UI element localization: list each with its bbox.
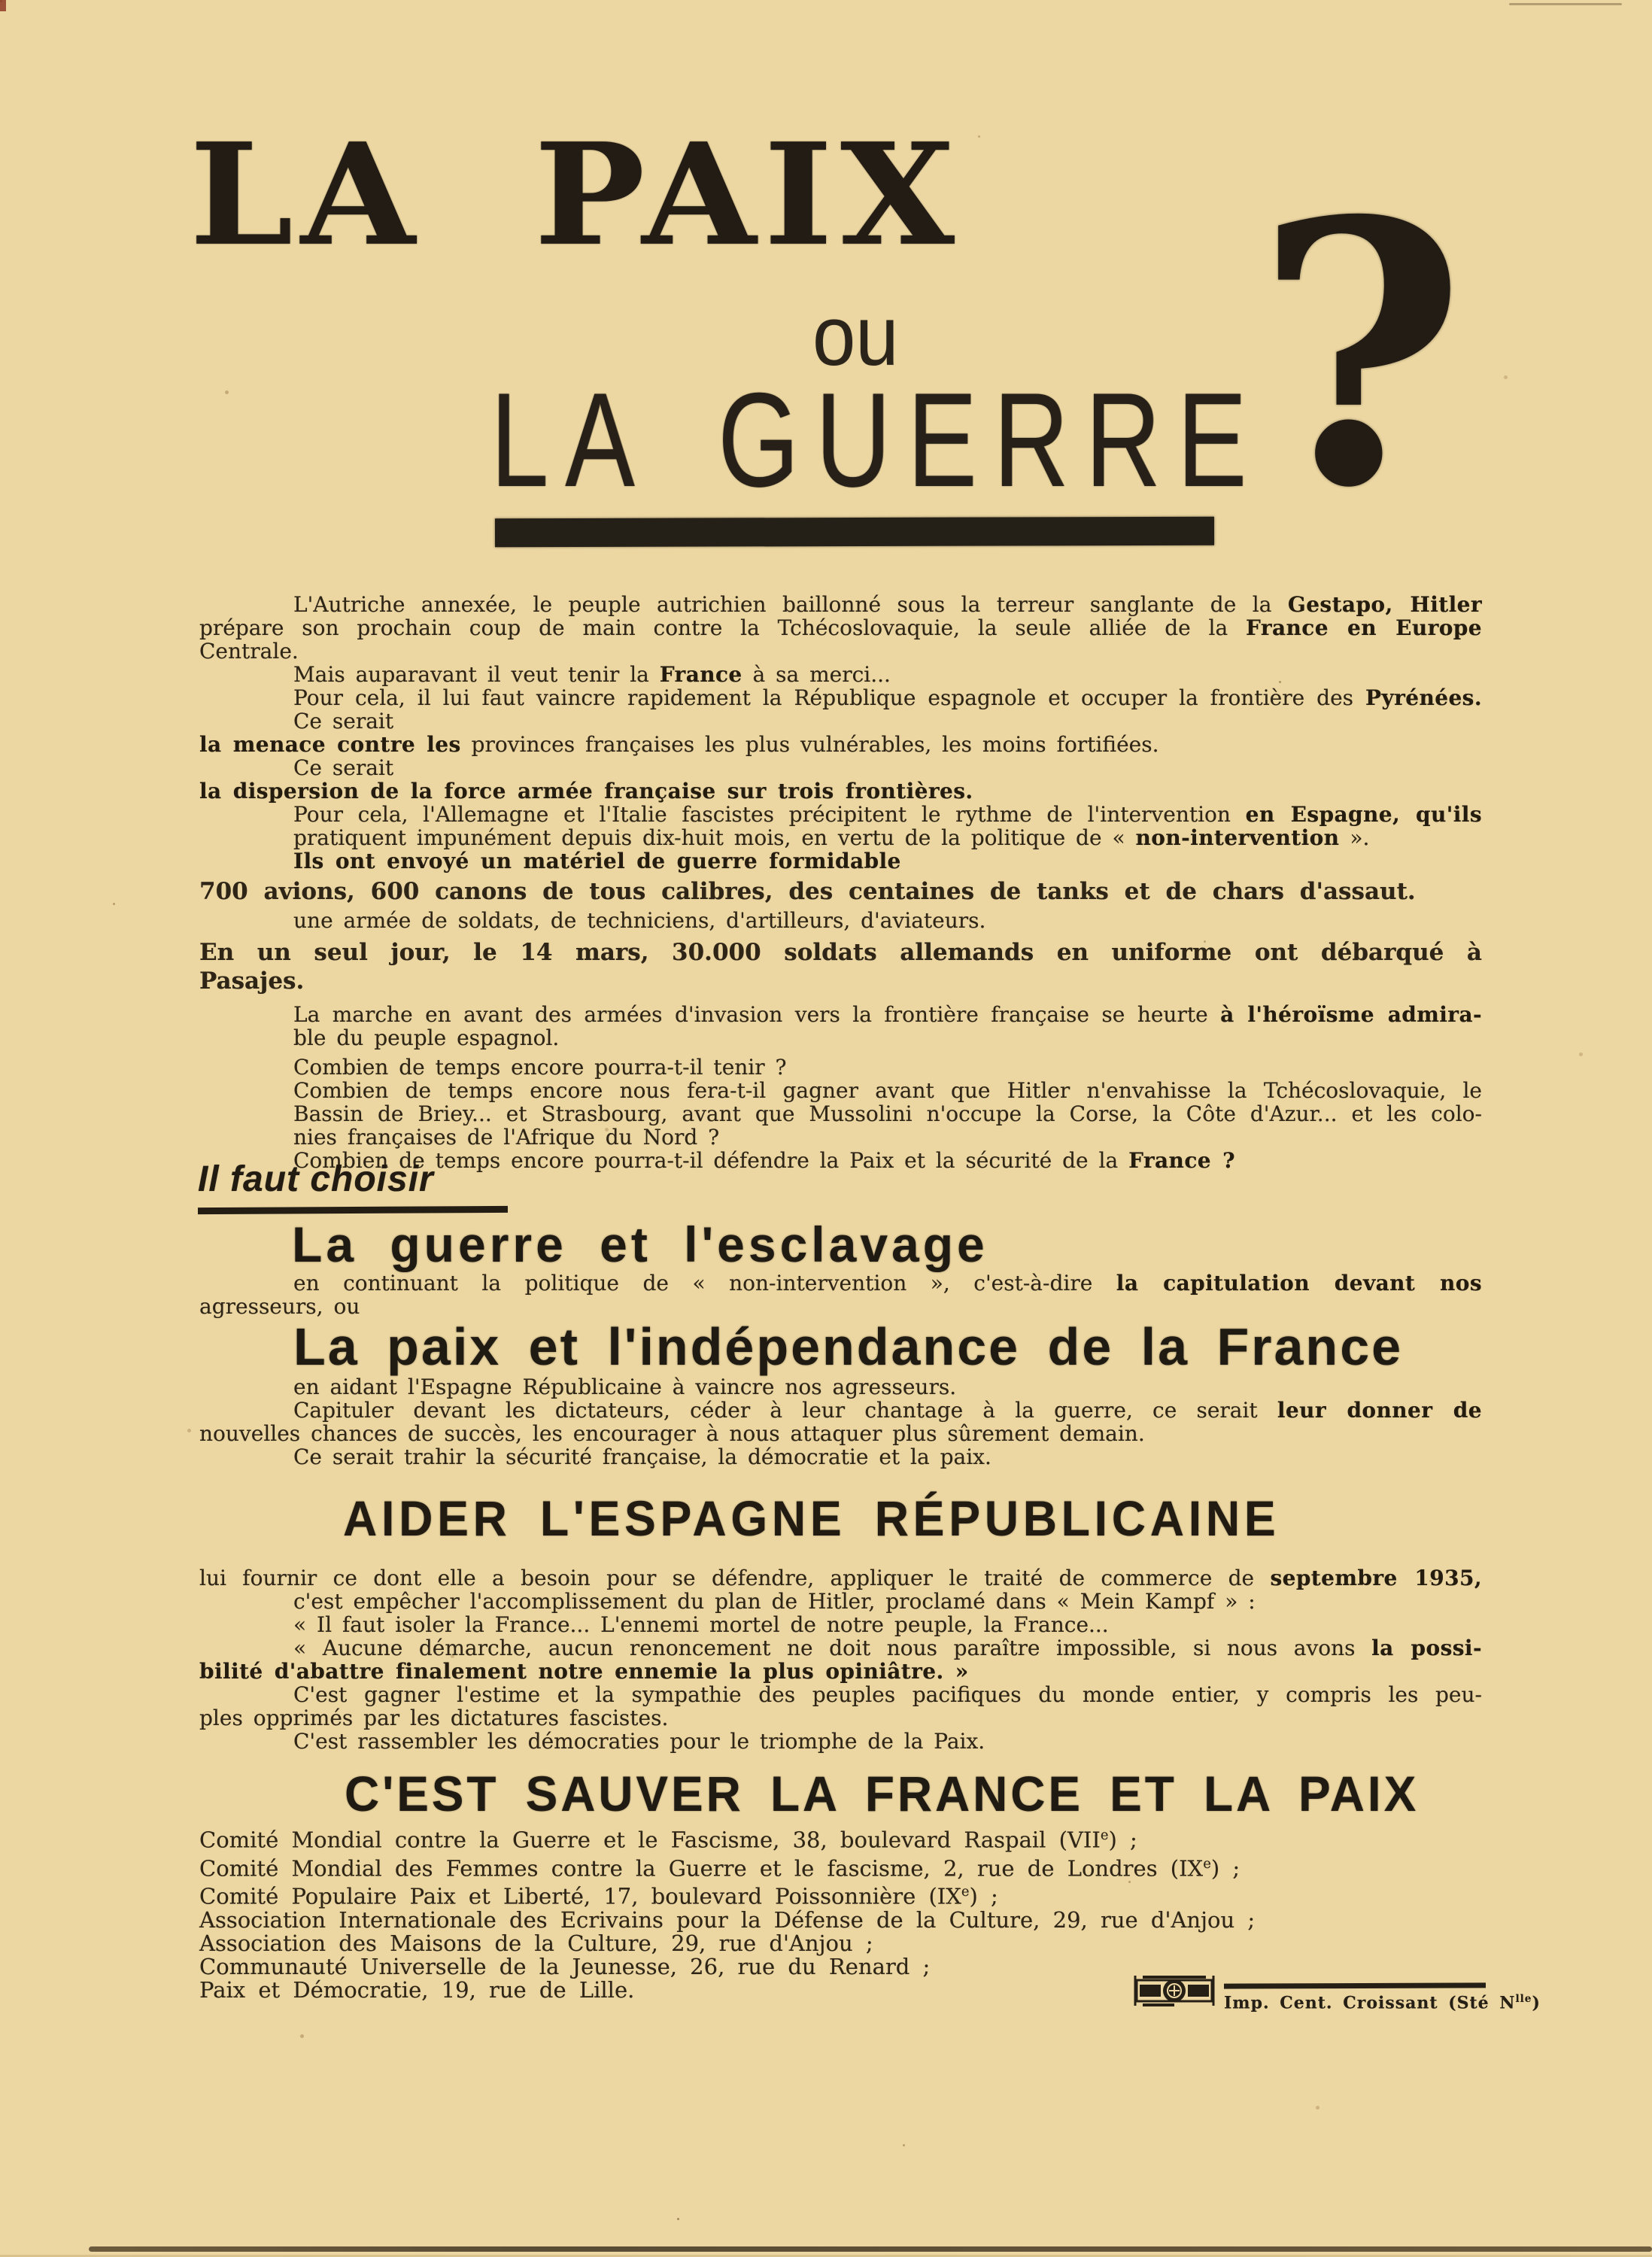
intro-paragraphs (199, 593, 1482, 1172)
imprint-rule (1224, 1982, 1486, 1988)
heading-underline (198, 1206, 508, 1214)
text-line: « Aucune démarche, aucun renoncement ne doit nous paraître impossible, si nous avons la possi- (293, 1636, 1482, 1660)
text-line: Combien de temps encore pourra-t-il défendre la Paix et la sécurité de la France ? (293, 1148, 1235, 1173)
text-line: Association Internationale des Ecrivains pour la Défense de la Culture, 29, rue d'Anjou ; (199, 1906, 1256, 1933)
scan-top-edge (1509, 3, 1622, 5)
title-underline-bar (495, 517, 1214, 548)
scan-bottom-edge (89, 2246, 1652, 2252)
text-line: Ce serait trahir la sécurité française, la démocratie et la paix. (293, 1444, 992, 1469)
printer-imprint-block (1132, 1971, 1541, 2012)
text-line: la menace contre les provinces françaises les plus vulnérables, les moins fortifiées. (199, 732, 1159, 757)
text-line: « Il faut isoler la France... L'ennemi mortel de notre peuple, la France... (293, 1612, 1109, 1637)
heading-la-guerre-et-esclavage: La guerre et l'esclavage (292, 1217, 988, 1272)
title-la-paix: LA PAIX (190, 113, 963, 278)
text-line: Combien de temps encore nous fera-t-il gagner avant que Hitler n'envahisse la Tchécoslovaquie, le (293, 1078, 1482, 1103)
text-line: en aidant l'Espagne Républicaine à vaincre nos agresseurs. (293, 1375, 957, 1399)
title-la-guerre: LA GUERRE (490, 365, 1264, 515)
text-line: une armée de soldats, de techniciens, d'artilleurs, d'aviateurs. (293, 908, 986, 933)
text-line: pratiquent impunément depuis dix-huit mois, en vertu de la politique de « non-intervention ». (293, 825, 1370, 850)
text-line: Combien de temps encore pourra-t-il tenir ? (293, 1055, 787, 1080)
text-line: ble du peuple espagnol. (293, 1025, 560, 1050)
text-line: Pour cela, l'Allemagne et l'Italie fascistes précipitent le rythme de l'intervention en Espagne, qu'ils (293, 802, 1482, 827)
text-line: agresseurs, ou (199, 1294, 360, 1319)
title-ou: ou (812, 289, 899, 383)
text-line: Ce serait (293, 755, 394, 780)
peace-paragraphs (199, 1375, 1482, 1469)
text-line: La marche en avant des armées d'invasion vers la frontière française se heurte à l'héroïsme admira- (293, 1002, 1483, 1027)
text-line: Centrale. (199, 639, 299, 664)
text-line: Paix et Démocratie, 19, rue de Lille. (199, 1976, 635, 2003)
heading-il-faut-choisir (198, 1159, 508, 1214)
printer-mark-icon (1132, 1971, 1216, 2010)
text-line: Association des Maisons de la Culture, 29, rue d'Anjou ; (199, 1930, 873, 1956)
text-line: Comité Mondial contre la Guerre et le Fascisme, 38, boulevard Raspail (VIIe) ; (199, 1827, 1137, 1853)
heading-la-paix-independance: La paix et l'indépendance de la France (293, 1317, 1404, 1376)
text-line: en continuant la politique de « non-intervention », c'est-à-dire la capitulation devant nos (293, 1271, 1482, 1296)
text-line: Imp. Cent. Croissant (Sté $N^{lle}$) (1224, 1993, 1541, 2013)
text-line: prépare son prochain coup de main contre la Tchécoslovaquie, la seule alliée de la France en Europe (199, 615, 1482, 640)
text-line: Ce serait (293, 709, 394, 734)
text-line: 700 avions, 600 canons de tous calibres, des centaines de tanks et de chars d'assaut. (199, 878, 1416, 905)
text-line: Capituler devant les dictateurs, céder à leur chantage à la guerre, ce serait leur donner de (293, 1398, 1482, 1423)
text-line: L'Autriche annexée, le peuple autrichien baillonné sous la terreur sanglante de la Gestapo, Hitler (293, 592, 1483, 617)
text-line: Comité Mondial des Femmes contre la Guerre et le fascisme, 2, rue de Londres (IXe) ; (199, 1855, 1241, 1882)
text-line: nies françaises de l'Afrique du Nord ? (293, 1125, 720, 1150)
scan-corner-mark (0, 0, 6, 11)
heading-il-faut-choisir-label: Il faut choisir (198, 1159, 434, 1199)
text-line: bilité d'abattre finalement notre ennemie la plus opiniâtre. » (199, 1659, 969, 1684)
aid-paragraphs (199, 1566, 1482, 1753)
text-line: C'est rassembler les démocraties pour le triomphe de la Paix. (293, 1729, 985, 1754)
text-line: la dispersion de la force armée française sur trois frontières. (199, 779, 973, 803)
text-line: ples opprimés par les dictatures fascistes. (199, 1706, 669, 1730)
text-line: Comité Populaire Paix et Liberté, 17, boulevard Poissonnière (IXe) ; (199, 1883, 998, 1909)
text-line: Communauté Universelle de la Jeunesse, 26, rue du Renard ; (199, 1953, 931, 1979)
text-line: nouvelles chances de succès, les encourager à nous attaquer plus sûrement demain. (199, 1421, 1145, 1446)
title-question-mark: ? (1255, 143, 1467, 567)
text-line: C'est gagner l'estime et la sympathie des peuples pacifiques du monde entier, y compris les peu- (293, 1682, 1482, 1707)
text-line: Mais auparavant il veut tenir la France à sa merci... (293, 662, 891, 687)
text-line: lui fournir ce dont elle a besoin pour se défendre, appliquer le traité de commerce de septembre 1935, (199, 1566, 1482, 1590)
text-line: Pour cela, il lui faut vaincre rapidement la République espagnole et occuper la frontière des Pyrénées. (293, 685, 1482, 710)
imprint-text (1224, 1993, 1541, 2012)
text-line: En un seul jour, le 14 mars, 30.000 soldats allemands en uniforme ont débarqué à Pasajes. (199, 939, 1482, 995)
heading-aider-espagne: AIDER L'ESPAGNE RÉPUBLICAINE (343, 1490, 1280, 1546)
text-line: Bassin de Briey... et Strasbourg, avant que Mussolini n'occupe la Corse, la Côte d'Azur... et les colo- (293, 1101, 1482, 1126)
text-line: Ils ont envoyé un matériel de guerre formidable (293, 849, 901, 873)
war-paragraphs (199, 1271, 1482, 1318)
heading-sauver-france-paix: C'EST SAUVER LA FRANCE ET LA PAIX (345, 1766, 1420, 1821)
text-line: c'est empêcher l'accomplissement du plan de Hitler, proclamé dans « Mein Kampf » : (293, 1589, 1256, 1614)
